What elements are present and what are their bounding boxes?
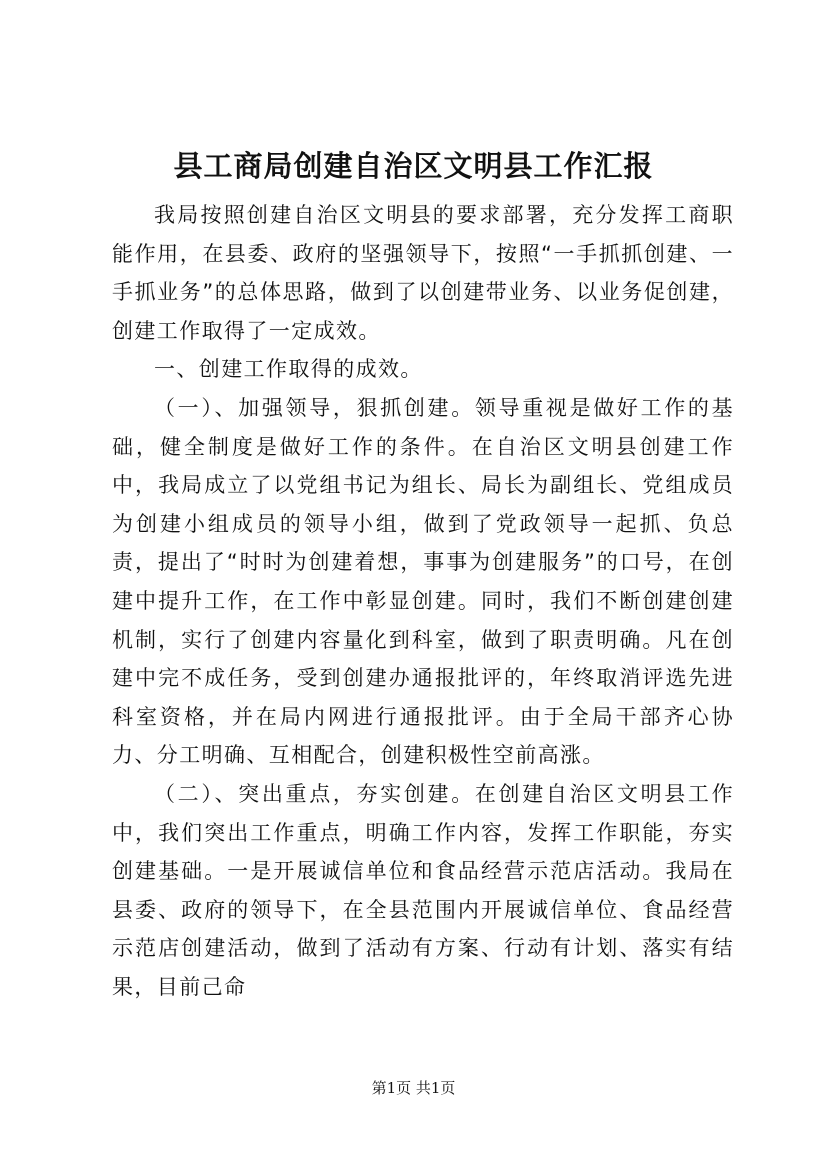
paragraph-key-points: （二）、突出重点，夯实创建。在创建自治区文明县工作中，我们突出工作重点，明确工作内容，发挥工作职能，夯实创建基础。一是开展诚信单位和食品经营示范店活动。我局在县委、政府的领导下，在全县范围内开展诚信单位、食品经营示范店创建活动，做到了活动有方案、行动有计划、落实有结果，目前己命 [112,781,734,999]
paragraph-intro: 我局按照创建自治区文明县的要求部署，充分发挥工商职能作用，在县委、政府的坚强领导下，按照“一手抓抓创建、一手抓业务”的总体思路，做到了以创建带业务、以业务促创建，创建工作取得了一定成效。 [112,203,734,343]
paragraph-leadership: （一）、加强领导，狠抓创建。领导重视是做好工作的基础，健全制度是做好工作的条件。在自治区文明县创建工作中，我局成立了以党组书记为组长、局长为副组长、党组成员为创建小组成员的领导小组，做到了党政领导一起抓、负总责，提出了“时时为创建着想，事事为创建服务”的口号，在创建中提升工作，在工作中彰显创建。同时，我们不断创建创建机制，实行了创建内容量化到科室，做到了职责明确。凡在创建中完不成任务，受到创建办通报批评的，年终取消评选先进科室资格，并在局内网进行通报批评。由于全局干部齐心协力、分工明确、互相配合，创建积极性空前高涨。 [112,395,734,768]
document-title: 县工商局创建自治区文明县工作汇报 [173,149,654,183]
section-heading-achievements: 一、创建工作取得的成效。 [154,357,423,382]
document-body [112,196,734,1006]
page-number-footer: 第1页 共1页 [371,1079,456,1097]
